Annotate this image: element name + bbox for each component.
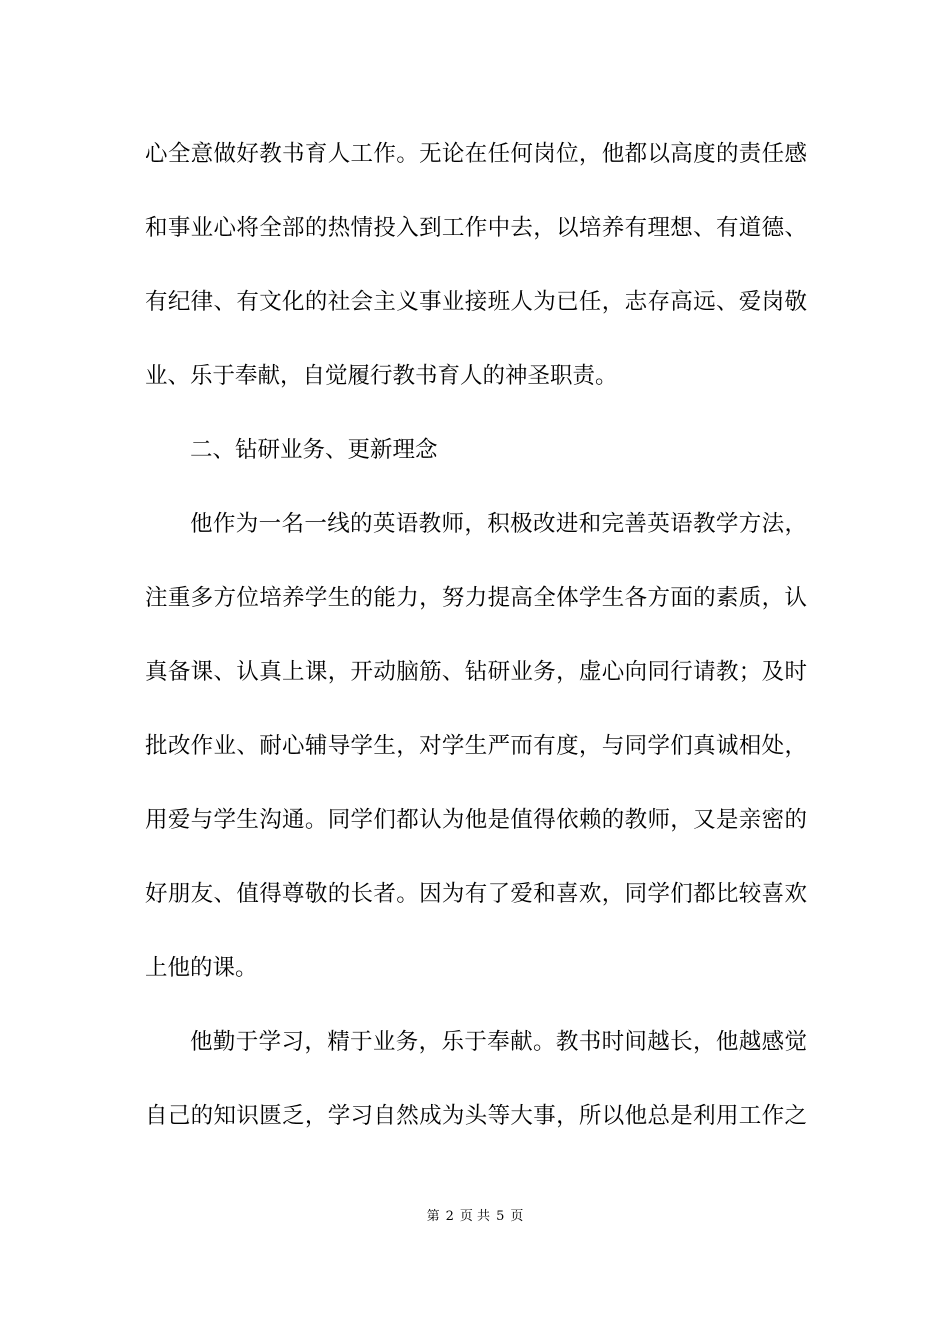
text-line: 业、乐于奉献，自觉履行教书育人的神圣职责。: [145, 363, 618, 389]
text-line: 有纪律、有文化的社会主义事业接班人为已任，志存高远、爱岗敬: [145, 289, 807, 315]
text-line: 注重多方位培养学生的能力，努力提高全体学生各方面的素质，认: [145, 585, 807, 611]
text-line: 心全意做好教书育人工作。无论在任何岗位，他都以高度的责任感: [145, 141, 807, 167]
footer-suffix: 页: [510, 1209, 524, 1224]
text-line: 批改作业、耐心辅导学生，对学生严而有度，与同学们真诚相处，: [145, 733, 807, 759]
text-line: 真备课、认真上课，开动脑筋、钻研业务，虚心向同行请教；及时: [145, 659, 807, 685]
footer-total-pages: 5: [496, 1209, 505, 1224]
text-line: 他勤于学习，精于业务，乐于奉献。教书时间越长，他越感觉: [190, 1029, 807, 1055]
footer-current-page: 2: [445, 1209, 454, 1224]
footer-middle: 页 共: [459, 1209, 491, 1224]
text-line: 用爱与学生沟通。同学们都认为他是值得依赖的教师，又是亲密的: [145, 807, 807, 833]
text-line: 好朋友、值得尊敬的长者。因为有了爱和喜欢，同学们都比较喜欢: [145, 881, 807, 907]
footer-prefix: 第: [426, 1209, 440, 1224]
page-footer: [0, 1207, 950, 1227]
text-line: 上他的课。: [145, 955, 258, 981]
text-line: 自己的知识匮乏，学习自然成为头等大事，所以他总是利用工作之: [145, 1103, 807, 1129]
section-heading: 二、钻研业务、更新理念: [190, 437, 438, 463]
text-line: 和事业心将全部的热情投入到工作中去，以培养有理想、有道德、: [145, 215, 807, 241]
text-line: 他作为一名一线的英语教师，积极改进和完善英语教学方法，: [190, 511, 807, 537]
